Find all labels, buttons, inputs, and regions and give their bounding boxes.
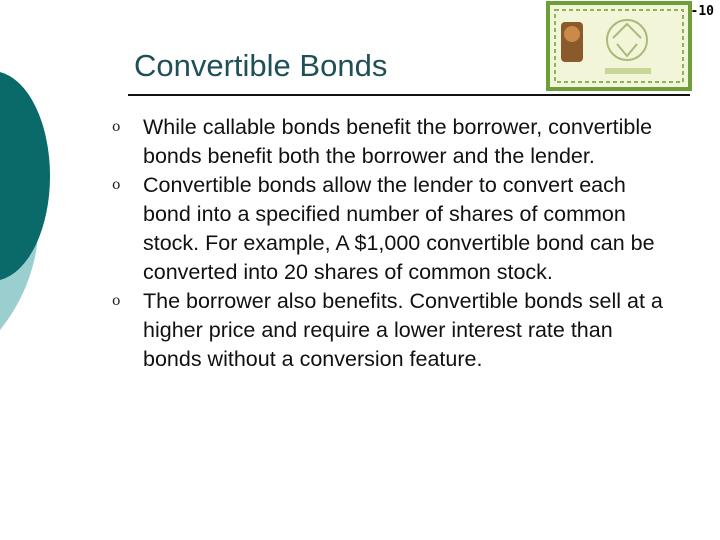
page-title: Convertible Bonds (134, 48, 388, 83)
light-teal-shape (0, 110, 39, 330)
bullet-item (108, 113, 668, 171)
title-divider (128, 94, 690, 96)
bullet-item (108, 287, 668, 374)
slide-number: -10 (690, 4, 714, 19)
bullet-marker: o (112, 119, 121, 135)
bullet-marker: o (112, 293, 121, 309)
bullet-text: The borrower also benefits. Convertible bonds sell at a higher price and require a lower interest rate than bonds without a conversion feature. (143, 289, 663, 371)
dark-teal-shape (0, 72, 50, 280)
bullet-list (108, 113, 668, 374)
bullet-text: Convertible bonds allow the lender to convert each bond into a specified number of shares of common stock. For example, A $1,000 convertible bond can be converted into 20 shares of common stock. (143, 173, 655, 284)
bullet-text: While callable bonds benefit the borrower, convertible bonds benefit both the borrower and the lender. (143, 115, 653, 168)
bullet-item (108, 171, 668, 287)
bond-certificate-icon (545, 0, 693, 92)
bullet-marker: o (112, 177, 121, 193)
